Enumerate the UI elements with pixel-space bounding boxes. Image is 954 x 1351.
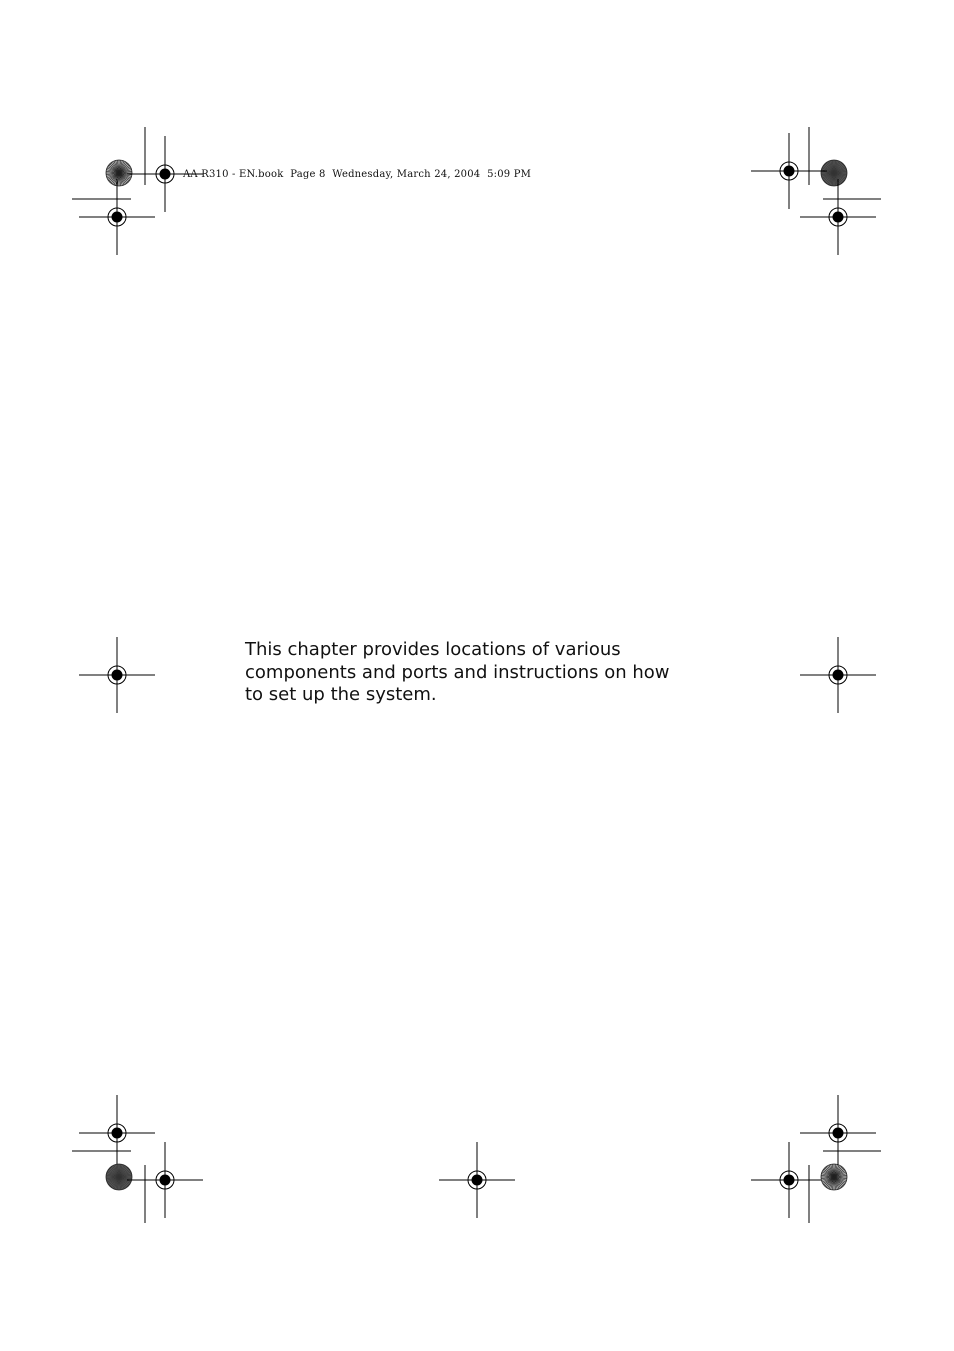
registration-mark-icon	[79, 179, 155, 255]
solid-target-icon	[821, 160, 847, 186]
starburst-target-icon	[821, 1164, 847, 1190]
file-slug-header: AA R310 - EN.book Page 8 Wednesday, March 24, 2004 5:09 PM	[183, 169, 532, 180]
chapter-intro-paragraph: This chapter provides locations of various components and ports and instructions on how to set up the system.	[245, 639, 670, 705]
registration-mark-icon	[800, 1095, 876, 1171]
registration-mark-icon	[800, 637, 876, 713]
registration-mark-icon	[79, 1095, 155, 1171]
registration-mark-icon	[127, 1142, 203, 1218]
starburst-target-icon	[106, 160, 132, 186]
registration-mark-icon	[751, 1142, 827, 1218]
registration-mark-icon	[751, 133, 827, 209]
registration-mark-icon	[439, 1142, 515, 1218]
registration-mark-icon	[800, 179, 876, 255]
registration-mark-icon	[79, 637, 155, 713]
solid-target-icon	[106, 1164, 132, 1190]
